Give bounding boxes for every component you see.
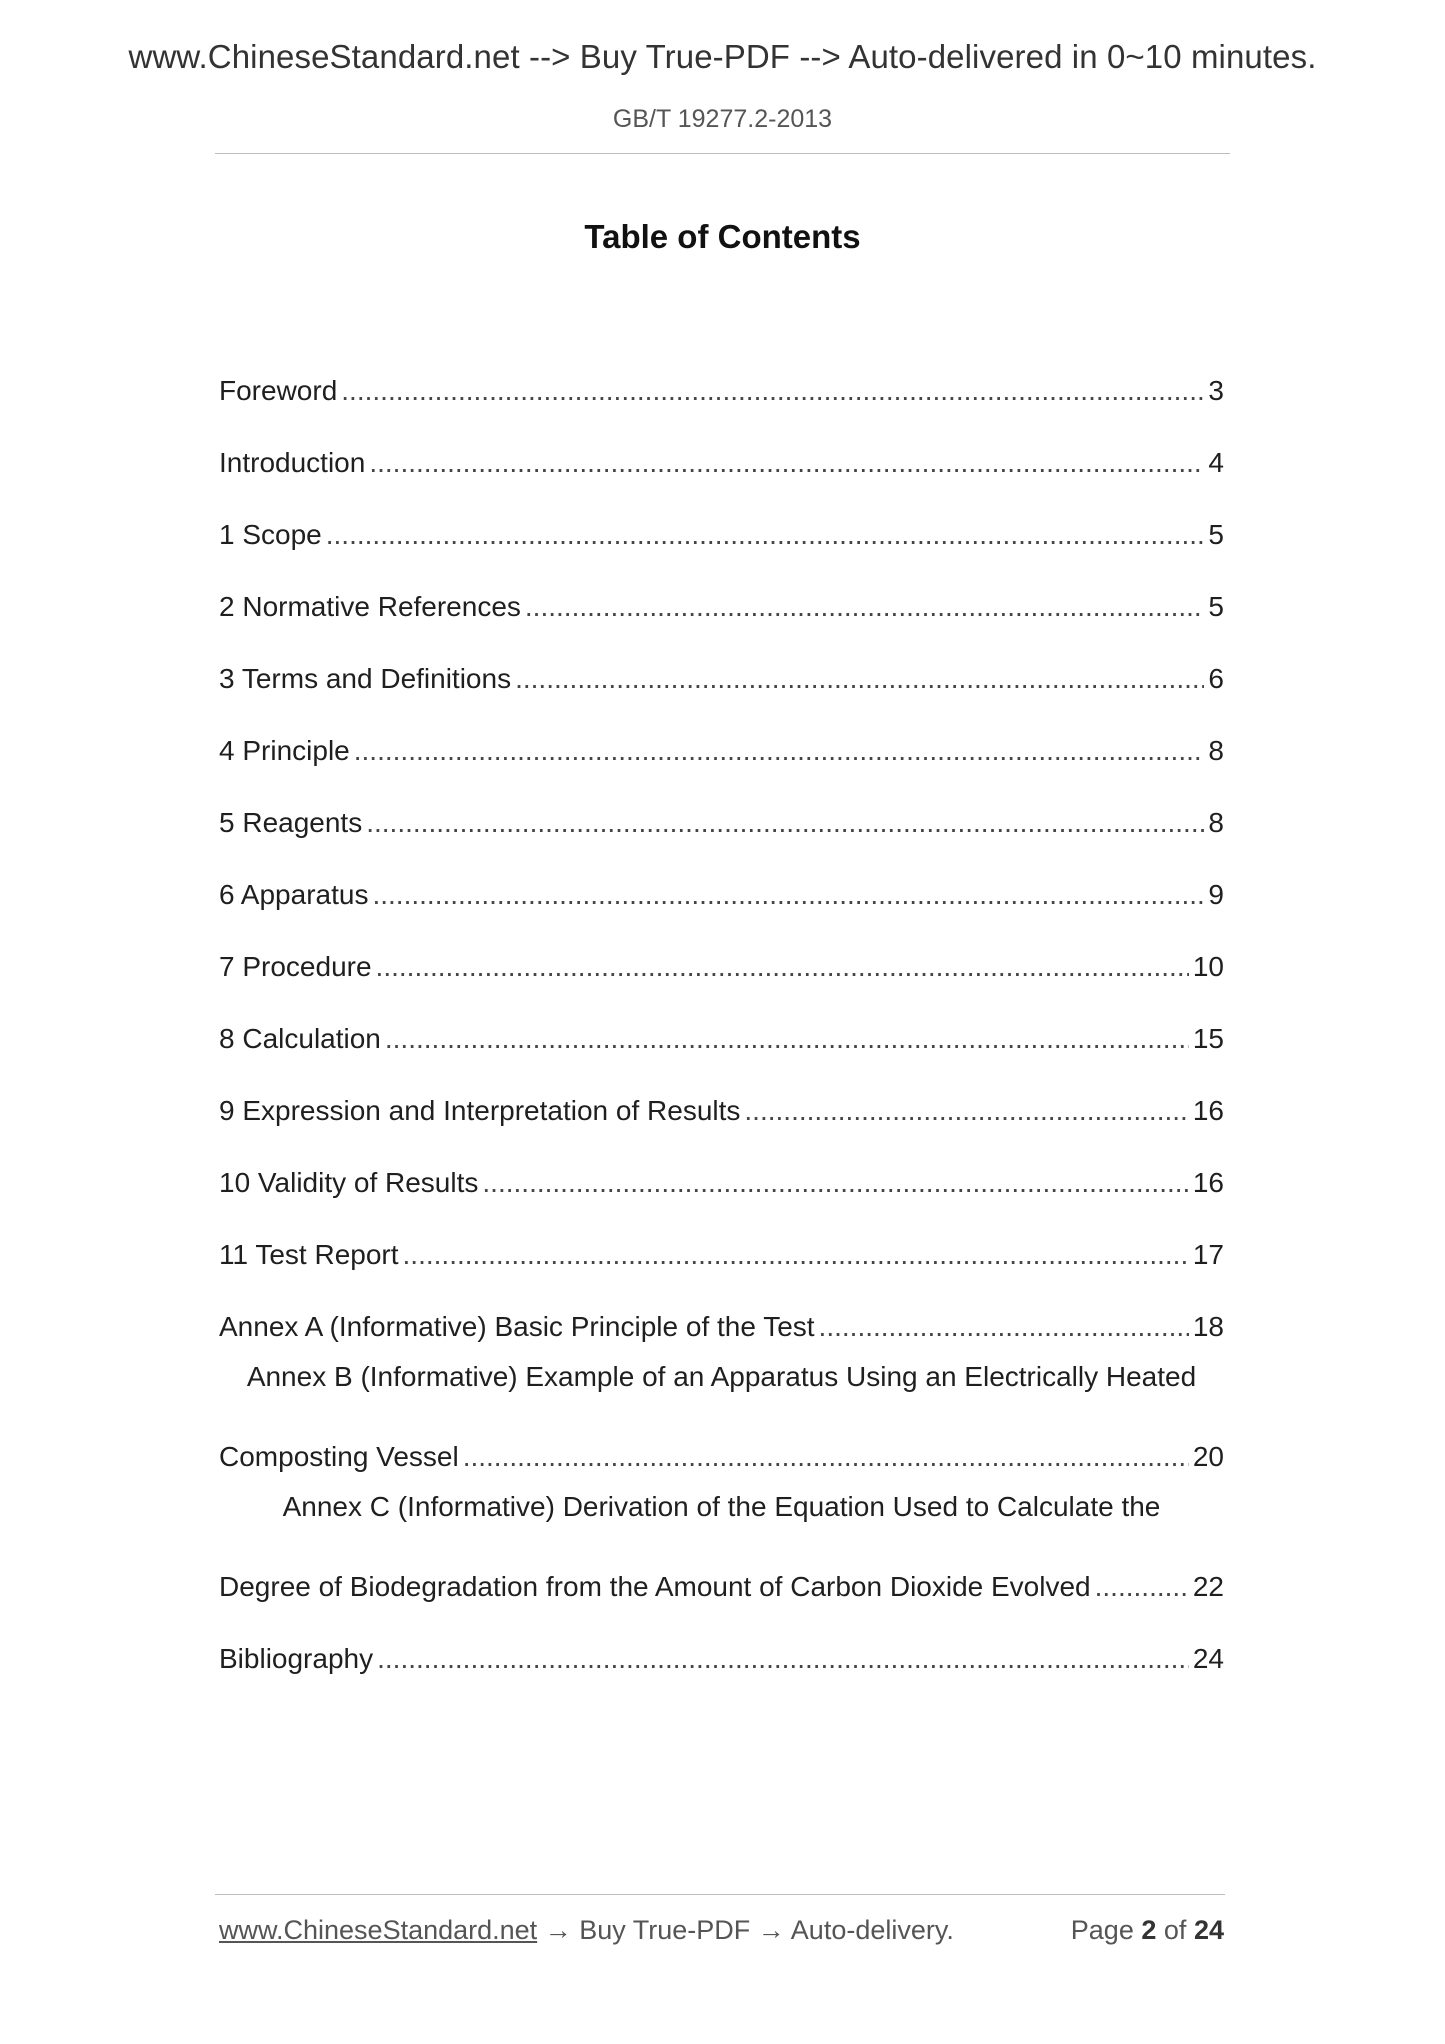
toc-entry-title: 10 Validity of Results — [219, 1167, 479, 1198]
toc-dot-leader — [366, 805, 1204, 841]
toc-entry-validity-of-results[interactable] — [219, 1129, 1224, 1201]
page-total: 24 — [1193, 1915, 1224, 1945]
toc-dot-leader — [744, 1093, 1188, 1129]
header-divider — [215, 153, 1230, 154]
toc-entry-title: 1 Scope — [219, 519, 322, 550]
toc-entry-title: 11 Test Report — [219, 1239, 399, 1270]
toc-dot-leader — [515, 661, 1204, 697]
document-code: GB/T 19277.2-2013 — [612, 105, 833, 133]
toc-entry-page: 20 — [1192, 1441, 1224, 1472]
footer-buy-text: Buy True-PDF — [579, 1915, 751, 1945]
toc-entry-line2 — [219, 1547, 1224, 1605]
toc-entry-title: 9 Expression and Interpretation of Results — [219, 1095, 741, 1126]
toc-entry-title: Introduction — [219, 447, 366, 478]
footer-site-link[interactable]: www.ChineseStandard.net — [219, 1915, 538, 1945]
toc-entry-title: Bibliography — [219, 1643, 374, 1674]
toc-entry-page: 17 — [1192, 1239, 1224, 1270]
toc-entry-page: 8 — [1208, 735, 1224, 766]
toc-dot-leader — [403, 1237, 1189, 1273]
toc-dot-leader — [1095, 1569, 1189, 1605]
toc-dot-leader — [482, 1165, 1188, 1201]
toc-entry-introduction[interactable] — [219, 409, 1224, 481]
toc-entry-title: 8 Calculation — [219, 1023, 381, 1054]
toc-entry-page: 24 — [1192, 1643, 1224, 1674]
page-footer — [219, 1915, 1224, 1946]
toc-list — [219, 337, 1224, 1677]
toc-entry-page: 18 — [1192, 1311, 1224, 1342]
toc-dot-leader — [819, 1309, 1189, 1345]
toc-entry-page: 6 — [1208, 663, 1224, 694]
toc-entry-principle[interactable] — [219, 697, 1224, 769]
arrow-right-icon: → — [757, 1915, 785, 1945]
toc-dot-leader — [369, 445, 1204, 481]
toc-dot-leader — [354, 733, 1205, 769]
toc-entry-title-line2: Degree of Biodegradation from the Amount of Carbon Dioxide Evolved — [219, 1571, 1091, 1602]
toc-entry-apparatus[interactable] — [219, 841, 1224, 913]
toc-entry-page: 16 — [1192, 1167, 1224, 1198]
footer-left — [219, 1915, 954, 1946]
toc-dot-leader — [463, 1439, 1189, 1475]
toc-entry-page: 8 — [1208, 807, 1224, 838]
toc-dot-leader — [372, 877, 1204, 913]
toc-title: Table of Contents — [584, 218, 861, 255]
toc-entry-page: 9 — [1208, 879, 1224, 910]
toc-entry-page: 4 — [1208, 447, 1224, 478]
toc-entry-title: Foreword — [219, 375, 338, 406]
toc-entry-terms-and-definitions[interactable] — [219, 625, 1224, 697]
toc-entry-page: 16 — [1192, 1095, 1224, 1126]
toc-entry-expression-of-results[interactable] — [219, 1057, 1224, 1129]
toc-entry-page: 22 — [1192, 1571, 1224, 1602]
toc-entry-title: 5 Reagents — [219, 807, 363, 838]
toc-entry-scope[interactable] — [219, 481, 1224, 553]
toc-entry-calculation[interactable] — [219, 985, 1224, 1057]
top-banner: www.ChineseStandard.net --> Buy True-PDF --> Auto-delivered in 0~10 minutes. — [128, 38, 1317, 75]
toc-entry-normative-references[interactable] — [219, 553, 1224, 625]
arrow-right-icon: → — [544, 1915, 572, 1945]
footer-delivery-text: Auto-delivery. — [790, 1915, 954, 1945]
toc-dot-leader — [525, 589, 1205, 625]
toc-dot-leader — [385, 1021, 1189, 1057]
toc-entry-test-report[interactable] — [219, 1201, 1224, 1273]
toc-entry-annex-b[interactable] — [219, 1345, 1224, 1475]
toc-entry-title: 3 Terms and Definitions — [219, 663, 512, 694]
footer-divider — [215, 1894, 1225, 1895]
toc-entry-page: 5 — [1208, 591, 1224, 622]
page-label: Page — [1070, 1915, 1134, 1945]
toc-entry-bibliography[interactable] — [219, 1605, 1224, 1677]
toc-dot-leader — [376, 949, 1189, 985]
toc-entry-procedure[interactable] — [219, 913, 1224, 985]
toc-entry-annex-c[interactable] — [219, 1475, 1224, 1605]
toc-entry-title: 4 Principle — [219, 735, 350, 766]
toc-entry-foreword[interactable] — [219, 337, 1224, 409]
toc-entry-title-line1: Annex C (Informative) Derivation of the Equation Used to Calculate the — [282, 1491, 1161, 1522]
toc-entry-title: Annex A (Informative) Basic Principle of the Test — [219, 1311, 815, 1342]
toc-entry-title: 6 Apparatus — [219, 879, 369, 910]
page-indicator — [1071, 1915, 1224, 1946]
toc-entry-reagents[interactable] — [219, 769, 1224, 841]
toc-entry-page: 15 — [1192, 1023, 1224, 1054]
toc-entry-page: 10 — [1192, 951, 1224, 982]
toc-entry-title-line2: Composting Vessel — [219, 1441, 459, 1472]
toc-dot-leader — [377, 1641, 1189, 1677]
toc-entry-page: 3 — [1208, 375, 1224, 406]
toc-entry-title: 2 Normative References — [219, 591, 521, 622]
toc-dot-leader — [326, 517, 1205, 553]
toc-entry-line2 — [219, 1417, 1224, 1475]
toc-entry-title-line1: Annex B (Informative) Example of an Apparatus Using an Electrically Heated — [246, 1361, 1197, 1392]
page-of-label: of — [1163, 1915, 1187, 1945]
toc-entry-page: 5 — [1208, 519, 1224, 550]
toc-entry-title: 7 Procedure — [219, 951, 372, 982]
page-current: 2 — [1141, 1915, 1157, 1945]
toc-entry-annex-a[interactable] — [219, 1273, 1224, 1345]
toc-dot-leader — [341, 373, 1204, 409]
